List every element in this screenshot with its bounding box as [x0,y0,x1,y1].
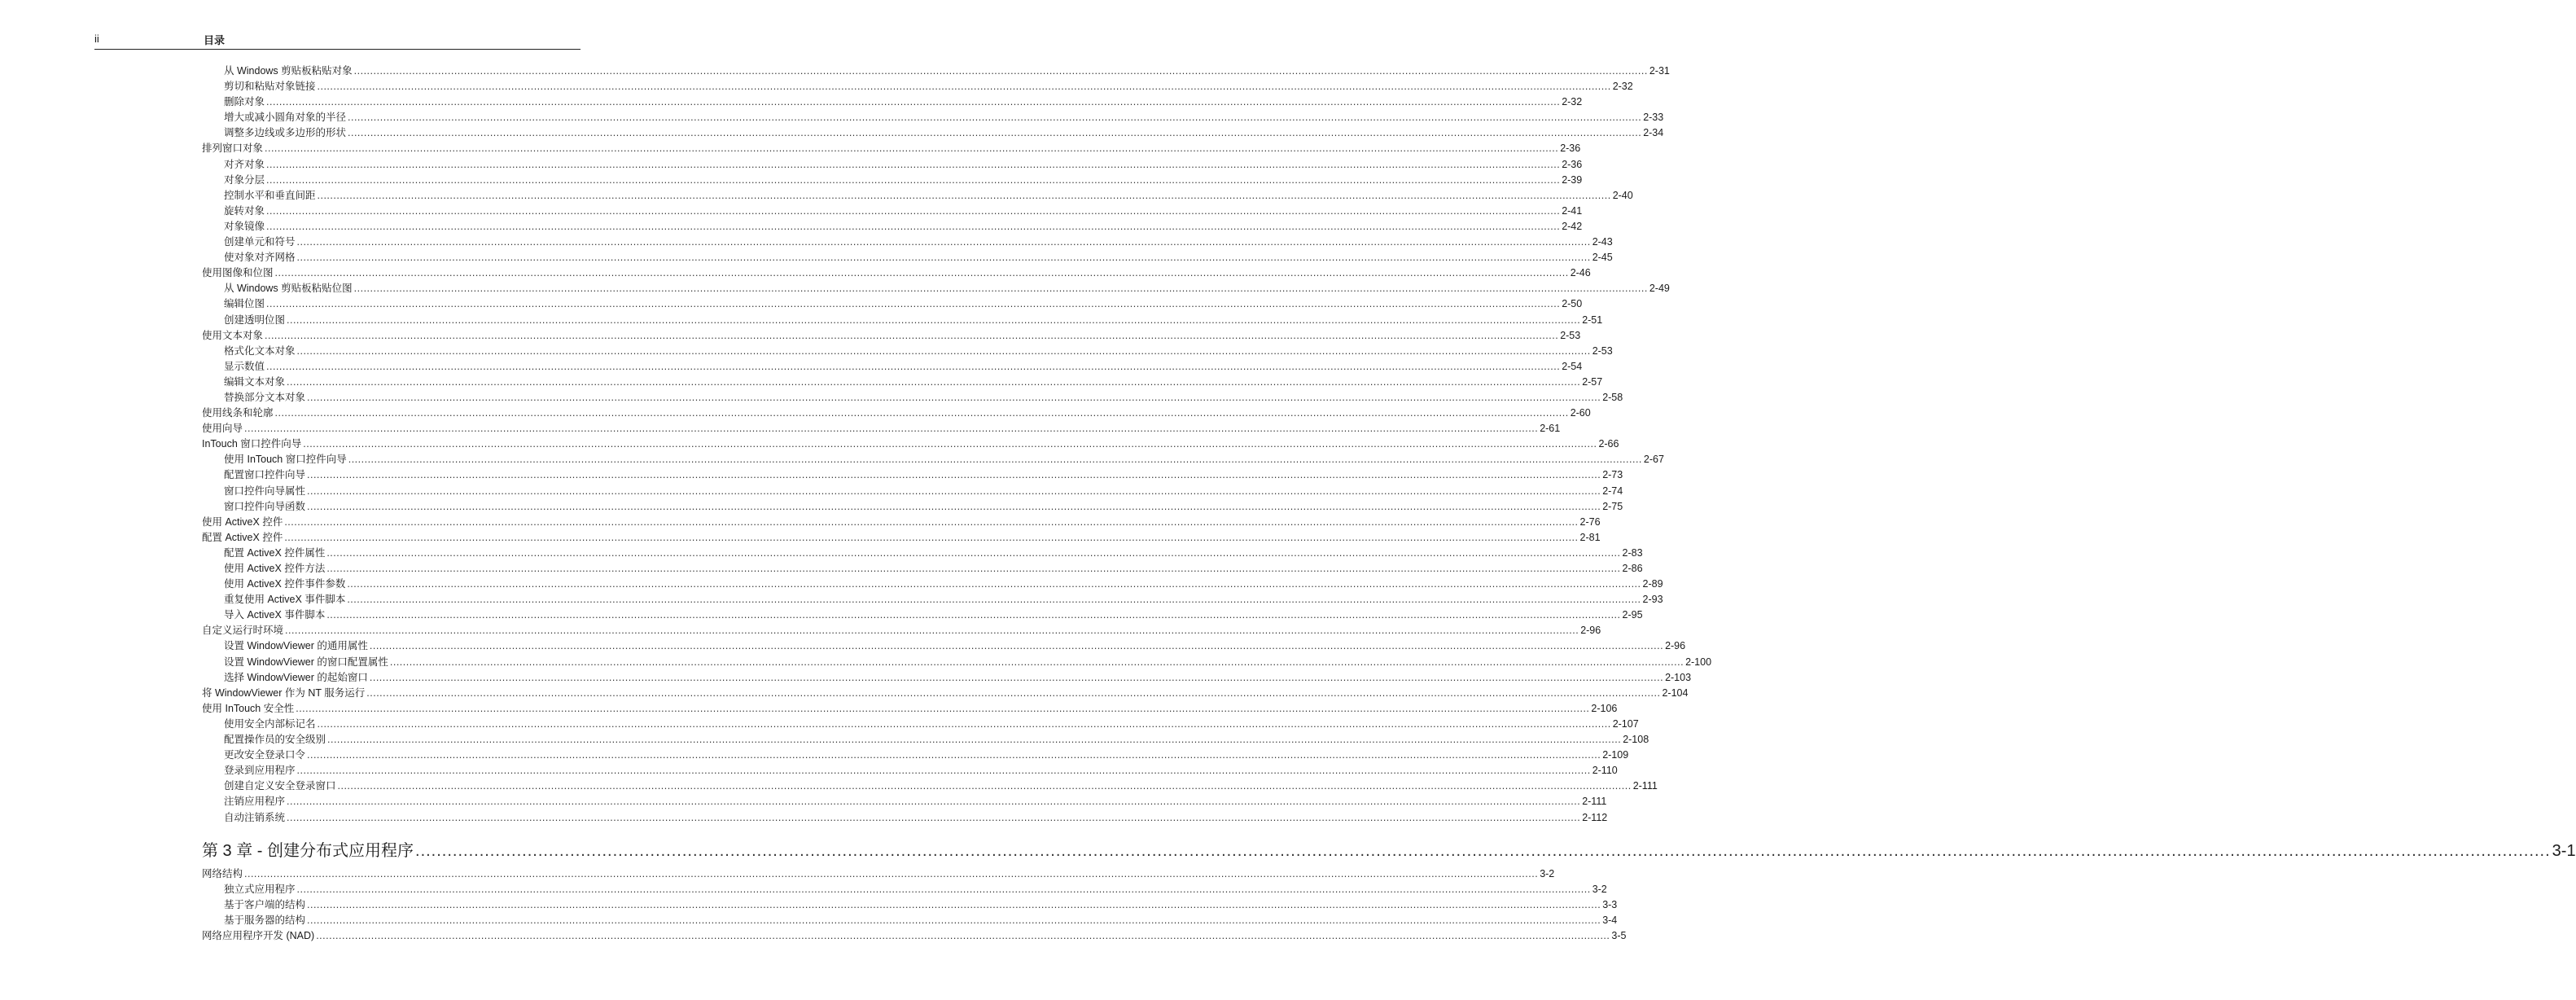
toc-dot-leader: ................................................................................................................................................................................................................................................................................................................................................................................................................ [296,883,1591,895]
toc-entry-title: 基于客户端的结构 [224,898,306,910]
toc-dot-leader: ................................................................................................................................................................................................................................................................................................................................................................................................................ [347,578,1641,590]
toc-entry-title: 窗口控件向导函数 [224,500,306,512]
toc-entry-page: 2-46 [1570,267,1591,279]
toc-entry[interactable] [202,732,1649,748]
toc-entry-page: 2-111 [1632,780,1658,792]
toc-dot-leader: ................................................................................................................................................................................................................................................................................................................................................................................................................ [266,158,1561,170]
toc-entry[interactable] [202,204,1583,219]
toc-entry-title: 创建单元和符号 [224,236,296,248]
toc-entry[interactable] [202,406,1591,421]
toc-dot-leader: ................................................................................................................................................................................................................................................................................................................................................................................................................ [303,438,1597,450]
toc-dot-leader: ................................................................................................................................................................................................................................................................................................................................................................................................................ [287,796,1581,808]
toc-dot-leader: ................................................................................................................................................................................................................................................................................................................................................................................................................ [326,563,1621,574]
toc-entry[interactable] [202,79,1633,94]
toc-entry-page: 2-58 [1602,391,1623,403]
toc-entry-page: 2-96 [1580,625,1601,637]
toc-entry-title: 格式化文本对象 [224,344,296,357]
toc-entry[interactable] [202,173,1583,188]
toc-entry[interactable] [202,265,1591,281]
toc-entry[interactable] [202,235,1613,250]
toc-dot-leader: ................................................................................................................................................................................................................................................................................................................................................................................................................ [317,189,1611,201]
toc-entry-page: 2-103 [1665,671,1692,683]
toc-entry-title: 编辑文本对象 [224,375,286,388]
toc-entry-title: 独立式应用程序 [224,883,296,895]
toc-entry-title: 自定义运行时环境 [202,625,284,637]
toc-entry-title: 编辑位图 [224,298,265,310]
toc-entry-page: 2-34 [1643,127,1664,139]
toc-dot-leader: ................................................................................................................................................................................................................................................................................................................................................................................................................ [389,656,1684,668]
toc-dot-leader: ................................................................................................................................................................................................................................................................................................................................................................................................................ [307,500,1601,512]
toc-dot-leader: ................................................................................................................................................................................................................................................................................................................................................................................................................ [287,314,1581,326]
toc-entry-title: 使用 ActiveX 控件事件参数 [224,578,346,590]
toc-entry-title: 使用图像和位图 [202,267,274,279]
toc-entry[interactable] [202,779,1658,794]
toc-entry-page: 2-107 [1612,717,1639,730]
toc-entry[interactable] [202,250,1613,265]
toc-entry-title: 创建自定义安全登录窗口 [224,780,336,792]
toc-dot-leader: ................................................................................................................................................................................................................................................................................................................................................................................................................ [317,717,1611,730]
toc-entry-title: 配置 ActiveX 控件 [202,531,283,543]
toc-entry-page: 2-83 [1622,546,1643,559]
toc-entry[interactable] [202,390,1623,406]
toc-entry[interactable] [202,421,1561,436]
toc-dot-leader: ................................................................................................................................................................................................................................................................................................................................................................................................................ [296,236,1591,248]
toc-entry-page: 3-2 [1540,867,1555,879]
toc-entry[interactable] [202,607,1643,623]
toc-dot-leader: ................................................................................................................................................................................................................................................................................................................................................................................................................ [316,929,1610,941]
toc-dot-leader: ................................................................................................................................................................................................................................................................................................................................................................................................................ [307,749,1601,761]
toc-entry-title: 从 Windows 剪贴板粘贴对象 [224,65,353,77]
toc-dot-leader: ................................................................................................................................................................................................................................................................................................................................................................................................................ [369,640,1664,652]
toc-entry-page: 2-49 [1649,283,1670,295]
toc-dot-leader: ................................................................................................................................................................................................................................................................................................................................................................................................................ [266,173,1561,186]
toc-dot-leader: ................................................................................................................................................................................................................................................................................................................................................................................................................ [326,609,1621,621]
toc-entry-title: 增大或减小圆角对象的半径 [224,112,347,124]
toc-dot-leader: ................................................................................................................................................................................................................................................................................................................................................................................................................ [265,329,1559,341]
toc-entry-title: 窗口控件向导属性 [224,485,306,497]
toc-entry[interactable] [202,94,1583,110]
toc-entry[interactable] [202,436,1619,452]
toc-entry-title: 使用 ActiveX 控件 [202,515,283,528]
toc-entry-title: 对齐对象 [224,158,265,170]
toc-dot-leader: ................................................................................................................................................................................................................................................................................................................................................................................................................ [244,867,1539,879]
toc-dot-leader: ................................................................................................................................................................................................................................................................................................................................................................................................................ [369,671,1664,683]
toc-chapter-entry[interactable] [202,837,2576,865]
toc-entry-page: 2-45 [1592,252,1613,264]
toc-dot-leader: ................................................................................................................................................................................................................................................................................................................................................................................................................ [284,515,1579,528]
toc-entry-title: 使对象对齐网格 [224,252,296,264]
toc-entry[interactable] [202,141,1581,156]
toc-entry-page: 2-33 [1643,112,1664,124]
toc-entry[interactable] [202,623,1601,638]
toc-dot-leader: ................................................................................................................................................................................................................................................................................................................................................................................................................ [287,811,1581,823]
toc-entry-page: 2-41 [1562,204,1583,217]
toc-entry-title: InTouch 窗口控件向导 [202,438,302,450]
toc-entry[interactable] [202,763,1618,779]
toc-entry-title: 旋转对象 [224,204,265,217]
page-header [94,29,580,50]
toc-entry-title: 设置 WindowViewer 的通用属性 [224,640,368,652]
toc-entry-page: 2-106 [1591,702,1618,714]
toc-dot-leader: ................................................................................................................................................................................................................................................................................................................................................................................................................ [337,780,1632,792]
toc-entry[interactable] [202,913,1618,928]
toc-entry-page: 2-111 [1582,796,1607,808]
toc-entry-page: 2-36 [1562,158,1583,170]
toc-entry-page: 2-39 [1562,173,1583,186]
toc-dot-leader: ................................................................................................................................................................................................................................................................................................................................................................................................................ [348,127,1642,139]
toc-entry-page: 2-100 [1685,656,1712,668]
toc-dot-leader: ................................................................................................................................................................................................................................................................................................................................................................................................................ [307,485,1601,497]
header-title: 目录 [204,34,226,46]
toc-entry[interactable] [202,670,1692,686]
toc-entry-page: 2-96 [1665,640,1686,652]
toc-entry[interactable] [202,499,1623,515]
toc-entry-title: 导入 ActiveX 事件脚本 [224,609,326,621]
toc-dot-leader: ................................................................................................................................................................................................................................................................................................................................................................................................................ [317,81,1611,93]
toc-entry[interactable] [202,313,1603,328]
toc-dot-leader: ................................................................................................................................................................................................................................................................................................................................................................................................................ [244,423,1539,435]
toc-entry-page: 2-93 [1642,594,1663,606]
toc-entry[interactable] [202,561,1643,577]
toc-entry-title: 对象镜像 [224,220,265,232]
toc-entry[interactable] [202,655,1712,670]
toc-entry-title: 对象分层 [224,173,265,186]
toc-dot-leader: ................................................................................................................................................................................................................................................................................................................................................................................................................ [353,65,1648,77]
toc-dot-leader: ................................................................................................................................................................................................................................................................................................................................................................................................................ [353,283,1648,295]
toc-entry-page: 2-32 [1612,81,1633,93]
toc-dot-leader: ................................................................................................................................................................................................................................................................................................................................................................................................................ [285,625,1579,637]
toc-entry-page: 2-76 [1579,515,1601,528]
toc-dot-leader: ................................................................................................................................................................................................................................................................................................................................................................................................................ [287,375,1581,388]
toc-entry[interactable] [202,64,1670,79]
toc-entry-page: 3-3 [1602,898,1618,910]
toc-entry-title: 基于服务器的结构 [224,914,306,926]
toc-entry-page: 3-1 [2552,841,2576,860]
toc-dot-leader: ................................................................................................................................................................................................................................................................................................................................................................................................................ [348,112,1642,124]
toc-entry[interactable] [202,701,1618,717]
toc-entry-page: 2-66 [1598,438,1619,450]
toc-dot-leader: ................................................................................................................................................................................................................................................................................................................................................................................................................ [348,454,1642,466]
toc-entry[interactable] [202,125,1664,141]
table-of-contents [202,64,2576,944]
toc-entry-title: 配置 ActiveX 控件属性 [224,546,326,559]
toc-entry[interactable] [202,882,1607,897]
header-page-number: ii [94,33,99,45]
toc-entry-title: 使用线条和轮廓 [202,407,274,419]
toc-dot-leader: ................................................................................................................................................................................................................................................................................................................................................................................................................ [326,546,1621,559]
toc-entry-page: 2-104 [1662,686,1689,699]
toc-entry-title: 删除对象 [224,96,265,108]
toc-entry[interactable] [202,281,1670,296]
toc-dot-leader: ................................................................................................................................................................................................................................................................................................................................................................................................................ [307,469,1601,481]
toc-entry[interactable] [202,452,1664,467]
toc-entry-page: 2-95 [1622,609,1643,621]
toc-entry-title: 创建透明位图 [224,314,286,326]
toc-entry-title: 替换部分文本对象 [224,391,306,403]
toc-dot-leader: ................................................................................................................................................................................................................................................................................................................................................................................................................ [347,594,1641,606]
toc-entry-page: 3-2 [1592,883,1607,895]
toc-entry-page: 2-86 [1622,563,1643,574]
toc-entry-title: 将 WindowViewer 作为 NT 服务运行 [202,686,366,699]
toc-dot-leader: ................................................................................................................................................................................................................................................................................................................................................................................................................ [266,204,1561,217]
toc-entry-page: 2-60 [1570,407,1591,419]
toc-entry-title: 更改安全登录口令 [224,749,306,761]
toc-entry-title: 设置 WindowViewer 的窗口配置属性 [224,656,388,668]
toc-entry-page: 2-42 [1562,220,1583,232]
toc-dot-leader: ................................................................................................................................................................................................................................................................................................................................................................................................................ [296,344,1591,357]
toc-entry-title: 显示数值 [224,360,265,372]
toc-entry-page: 2-109 [1602,749,1629,761]
toc-entry-page: 2-43 [1592,236,1613,248]
toc-entry-title: 选择 WindowViewer 的起始窗口 [224,671,368,683]
toc-entry[interactable] [202,592,1663,607]
toc-dot-leader: ................................................................................................................................................................................................................................................................................................................................................................................................................ [296,702,1590,714]
toc-entry-page: 2-108 [1623,734,1649,746]
toc-entry[interactable] [202,577,1663,592]
toc-entry-title: 网络结构 [202,867,243,879]
toc-entry[interactable] [202,188,1633,204]
toc-entry-title: 配置窗口控件向导 [224,469,306,481]
toc-entry[interactable] [202,110,1664,125]
toc-dot-leader: ................................................................................................................................................................................................................................................................................................................................................................................................................ [296,252,1591,264]
toc-entry-page: 2-110 [1592,765,1618,777]
toc-entry-page: 3-4 [1602,914,1618,926]
toc-entry-page: 2-36 [1560,143,1581,155]
toc-entry-page: 2-74 [1602,485,1623,497]
toc-entry-page: 2-57 [1582,375,1603,388]
toc-dot-leader: ................................................................................................................................................................................................................................................................................................................................................................................................................ [284,531,1579,543]
toc-entry[interactable] [202,546,1643,561]
toc-entry[interactable] [202,484,1623,499]
toc-entry[interactable] [202,717,1639,732]
toc-entry-page: 3-5 [1611,929,1627,941]
toc-entry-page: 2-40 [1612,189,1633,201]
toc-entry[interactable] [202,686,1689,701]
toc-entry[interactable] [202,328,1581,344]
toc-entry-page: 2-81 [1579,531,1601,543]
toc-dot-leader: ................................................................................................................................................................................................................................................................................................................................................................................................................ [307,898,1601,910]
toc-entry-title: 使用文本对象 [202,329,264,341]
toc-entry[interactable] [202,219,1583,235]
toc-dot-leader: ................................................................................................................................................................................................................................................................................................................................................................................................................ [327,734,1622,746]
toc-entry-title: 控制水平和垂直间距 [224,189,316,201]
toc-entry[interactable] [202,794,1607,809]
toc-entry-title: 第 3 章 - 创建分布式应用程序 [202,841,414,860]
toc-entry-title: 从 Windows 剪贴板粘贴位图 [224,283,353,295]
toc-dot-leader: ................................................................................................................................................................................................................................................................................................................................................................................................................ [274,407,1569,419]
toc-entry[interactable] [202,897,1618,913]
toc-entry-page: 2-53 [1592,344,1613,357]
toc-entry-title: 注销应用程序 [224,796,286,808]
toc-entry-page: 2-50 [1562,298,1583,310]
toc-entry[interactable] [202,638,1686,654]
toc-entry-title: 自动注销系统 [224,811,286,823]
toc-entry[interactable] [202,157,1583,173]
toc-entry-title: 重复使用 ActiveX 事件脚本 [224,594,346,606]
toc-dot-leader: ................................................................................................................................................................................................................................................................................................................................................................................................................ [266,298,1561,310]
toc-entry[interactable] [202,467,1623,483]
toc-dot-leader: ................................................................................................................................................................................................................................................................................................................................................................................................................ [415,841,2551,860]
toc-dot-leader: ................................................................................................................................................................................................................................................................................................................................................................................................................ [274,267,1569,279]
toc-entry-page: 2-75 [1602,500,1623,512]
toc-dot-leader: ................................................................................................................................................................................................................................................................................................................................................................................................................ [307,391,1601,403]
toc-entry-title: 网络应用程序开发 (NAD) [202,929,315,941]
toc-entry[interactable] [202,359,1583,375]
toc-entry-title: 调整多边线或多边形的形状 [224,127,347,139]
toc-entry-page: 2-32 [1562,96,1583,108]
toc-entry-title: 使用 InTouch 窗口控件向导 [224,454,347,466]
toc-entry[interactable] [202,515,1601,530]
toc-entry-page: 2-54 [1562,360,1583,372]
toc-entry-title: 排列窗口对象 [202,143,264,155]
toc-entry-title: 登录到应用程序 [224,765,296,777]
toc-entry-page: 2-51 [1582,314,1603,326]
toc-entry[interactable] [202,748,1629,763]
toc-entry-title: 使用 ActiveX 控件方法 [224,563,326,574]
toc-dot-leader: ................................................................................................................................................................................................................................................................................................................................................................................................................ [266,360,1561,372]
toc-dot-leader: ................................................................................................................................................................................................................................................................................................................................................................................................................ [366,686,1661,699]
toc-dot-leader: ................................................................................................................................................................................................................................................................................................................................................................................................................ [266,96,1561,108]
toc-entry[interactable] [202,866,1555,882]
toc-dot-leader: ................................................................................................................................................................................................................................................................................................................................................................................................................ [296,765,1591,777]
toc-entry-page: 2-31 [1649,65,1670,77]
toc-entry[interactable] [202,810,1608,826]
toc-entry-page: 2-112 [1582,811,1608,823]
toc-dot-leader: ................................................................................................................................................................................................................................................................................................................................................................................................................ [265,143,1559,155]
toc-entry-title: 使用 InTouch 安全性 [202,702,295,714]
toc-entry-title: 剪切和粘贴对象链接 [224,81,316,93]
toc-entry[interactable] [202,928,1627,944]
toc-entry-page: 2-53 [1560,329,1581,341]
toc-entry-title: 配置操作员的安全级别 [224,734,326,746]
toc-entry-title: 使用安全内部标记名 [224,717,316,730]
toc-entry[interactable] [202,530,1601,546]
toc-entry[interactable] [202,296,1583,312]
toc-entry-page: 2-73 [1602,469,1623,481]
toc-dot-leader: ................................................................................................................................................................................................................................................................................................................................................................................................................ [266,220,1561,232]
toc-entry-title: 使用向导 [202,423,243,435]
toc-entry-page: 2-67 [1643,454,1664,466]
toc-entry-page: 2-61 [1540,423,1561,435]
toc-entry[interactable] [202,344,1613,359]
toc-entry-page: 2-89 [1642,578,1663,590]
toc-entry[interactable] [202,375,1603,390]
toc-dot-leader: ................................................................................................................................................................................................................................................................................................................................................................................................................ [307,914,1601,926]
